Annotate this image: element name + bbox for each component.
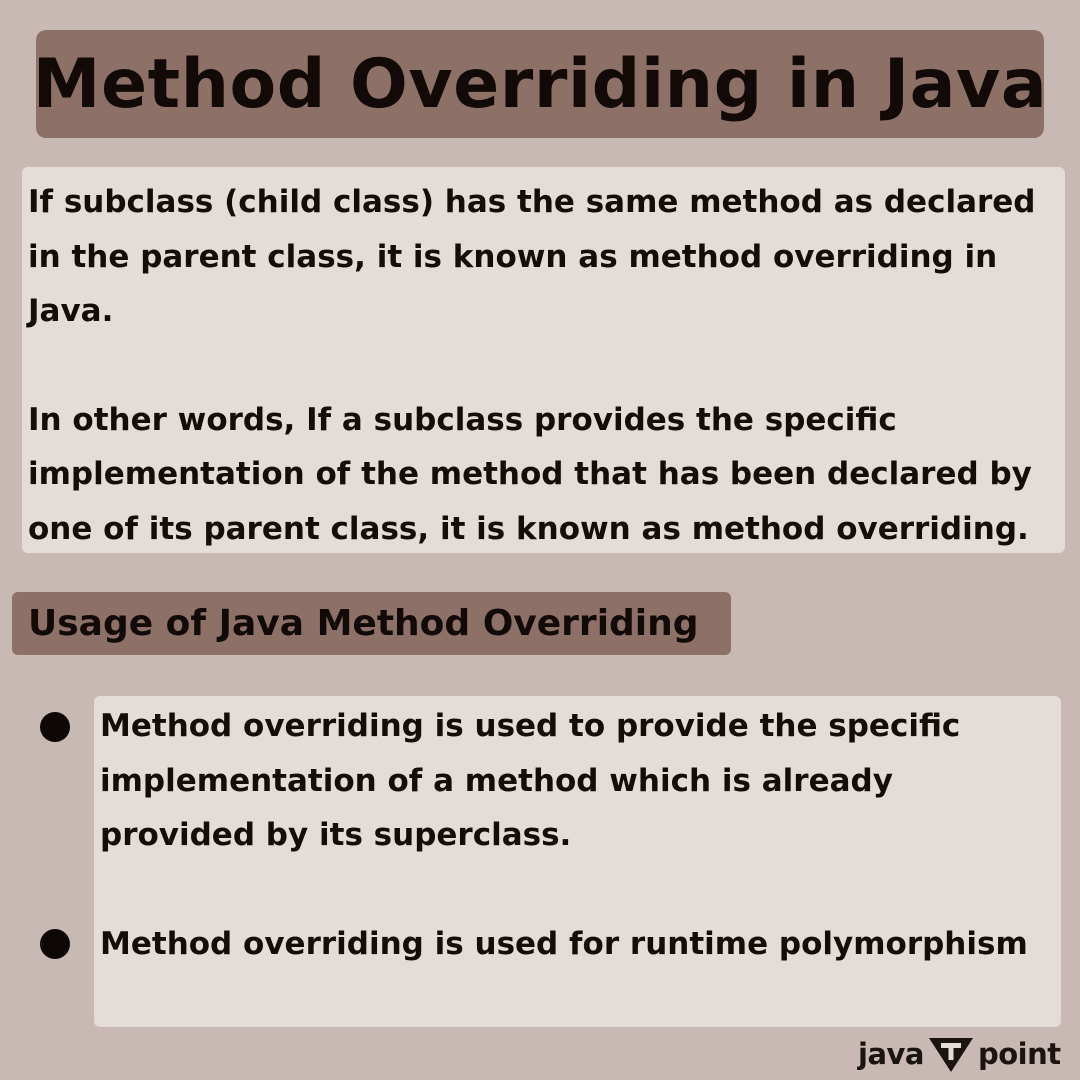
javatpoint-t-logo-icon xyxy=(927,1034,975,1074)
javatpoint-logo xyxy=(858,1034,1061,1074)
intro-p1-line-1: If subclass (child class) has the same method as declared xyxy=(28,184,1036,220)
intro-p2-line-2: implementation of the method that has been declared by xyxy=(28,456,1032,492)
usage-heading-banner xyxy=(12,592,731,655)
bullet-dot-icon xyxy=(40,929,70,959)
page-title: Method Overriding in Java xyxy=(32,44,1048,124)
list-item xyxy=(100,917,1061,972)
intro-paragraph-2 xyxy=(28,393,1059,557)
title-banner xyxy=(32,30,1048,138)
bullet-2-line-1: Method overriding is used for runtime polymorphism xyxy=(100,925,1028,962)
logo-word-right: point xyxy=(977,1037,1061,1071)
bullet-dot-icon xyxy=(40,712,70,742)
intro-panel xyxy=(22,167,1065,553)
usage-heading: Usage of Java Method Overriding xyxy=(28,603,699,644)
bullet-1-line-2: implementation of a method which is already xyxy=(100,762,893,799)
intro-p2-line-1: In other words, If a subclass provides the specific xyxy=(28,401,897,438)
bullet-1-line-3: provided by its superclass. xyxy=(100,817,572,853)
intro-p1-line-3: Java. xyxy=(28,293,114,329)
list-item xyxy=(100,699,1061,863)
intro-p1-line-2: in the parent class, it is known as method overriding in xyxy=(28,238,998,275)
usage-list-panel xyxy=(94,696,1061,1027)
bullet-1-line-1: Method overriding is used to provide the specific xyxy=(100,708,961,744)
intro-p2-line-3: one of its parent class, it is known as method overriding. xyxy=(28,510,1029,547)
logo-word-left: java xyxy=(858,1037,924,1071)
intro-paragraph-1 xyxy=(28,175,1059,339)
